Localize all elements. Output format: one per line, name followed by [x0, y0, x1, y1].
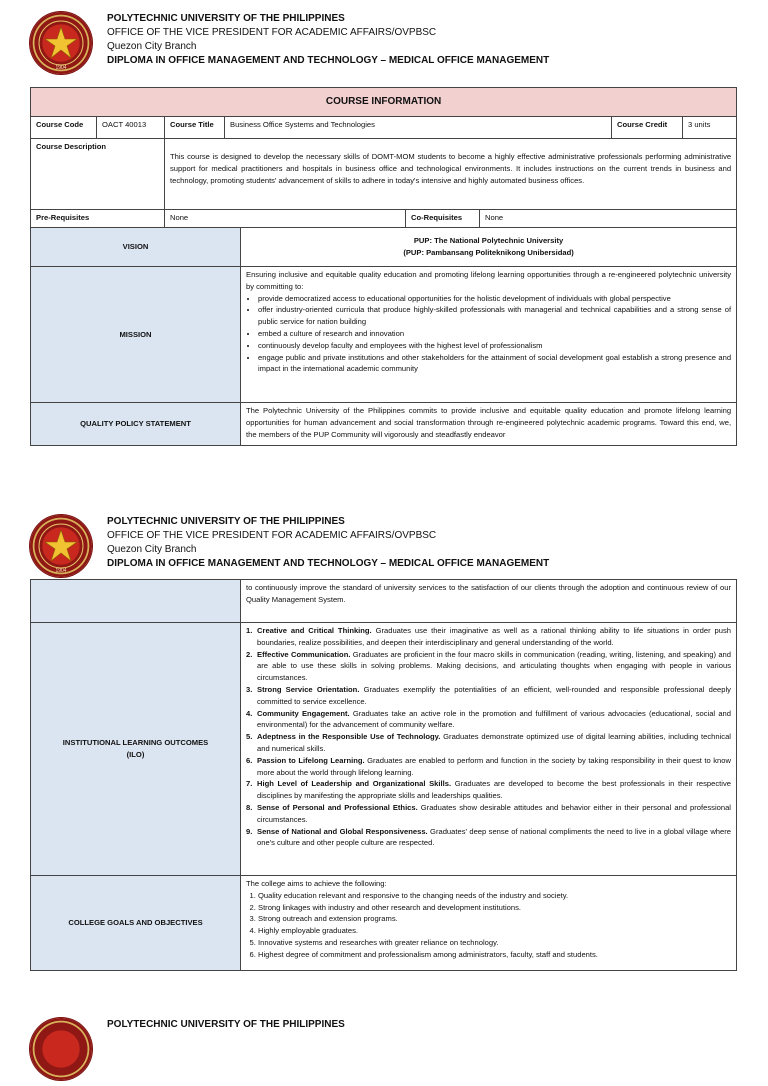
vision-label: VISION [31, 228, 241, 267]
ilo-label-line-2: (ILO) [126, 750, 145, 759]
university-seal-logo [30, 515, 92, 577]
page-header [0, 1014, 768, 1086]
branch-name: Quezon City Branch [107, 41, 197, 52]
ilo-item-body [257, 625, 731, 649]
vision-statement [241, 228, 737, 267]
course-credit-label: Course Credit [612, 117, 683, 139]
ilo-item-title: Community Engagement. [257, 708, 350, 718]
page-header [0, 511, 768, 583]
ilo-item-title: Creative and Critical Thinking. [257, 626, 372, 635]
ilo-item-title: Passion to Lifelong Learning. [257, 755, 365, 765]
ilo-item-body [257, 708, 731, 732]
course-description: This course is designed to develop the necessary skills of DOMT-MOM students to become a highly effective administrative professionals performing administrative support for medical practitioners and hospitals in business office and technological environments. It includes instructions on the current trends in business and technology, promoting students' advancement of skills to adhere in today's intensive and highly automated business offices. [165, 139, 737, 210]
ilo-item-title: Effective Communication. [257, 649, 351, 659]
ilo-item-body [257, 826, 731, 850]
college-goal-item: 2. Strong linkages with industry and other research and development institutions. [258, 902, 731, 914]
ilo-item [246, 731, 731, 755]
ilo-item-text: Graduates exemplify the potentialities of an efficient, well-rounded and responsible professional deeply committed to service excellence. [257, 684, 731, 706]
mission-list [246, 293, 731, 376]
mission-statement [241, 267, 737, 403]
ilo-item-title: High Level of Leadership and Organizational Skills. [257, 779, 452, 789]
course-credit: 3 units [683, 117, 737, 139]
office-name: OFFICE OF THE VICE PRESIDENT FOR ACADEMIC AFFAIRS/OVPBSC [107, 530, 437, 541]
ilo-item-body [257, 778, 731, 802]
course-title: Business Office Systems and Technologies [225, 117, 612, 139]
prerequisites-label: Pre-Requisites [31, 210, 165, 228]
mission-item: • provide democratized access to educational opportunities for the holistic development of individuals with global perspective [258, 293, 731, 305]
ilo-item-body [257, 731, 731, 755]
quality-policy-text: The Polytechnic University of the Philippines commits to provide inclusive and equitable quality education and promote lifelong learning opportunities for human advancement and social transformation through re-engineered polytechnic academic programs. Toward this end, we, the members of the PUP Community will vigorously and steadfastly endeavor [241, 403, 737, 446]
header-text [107, 12, 549, 68]
university-seal-logo [30, 1018, 92, 1080]
vision-line-2: (PUP: Pambansang Politeknikong Unibersidad) [403, 248, 574, 257]
ilo-item-number: 3. [246, 684, 253, 694]
vision-line-1: PUP: The National Polytechnic University [413, 236, 564, 246]
corequisites-label: Co-Requisites [406, 210, 480, 228]
university-name: POLYTECHNIC UNIVERSITY OF THE PHILIPPINES [107, 1019, 345, 1030]
university-name: POLYTECHNIC UNIVERSITY OF THE PHILIPPINES [107, 13, 345, 24]
ilo-item-number: 2. [246, 649, 253, 659]
outcomes-table [30, 579, 737, 971]
svg-text:1904: 1904 [55, 568, 67, 574]
university-seal-logo [30, 12, 92, 74]
ilo-item-number: 5. [246, 732, 253, 742]
ilo-list [241, 623, 737, 876]
ilo-item-title: Sense of National and Global Responsiveness. [257, 826, 428, 836]
ilo-item [246, 649, 731, 684]
ilo-item-body [257, 649, 731, 684]
course-description-label: Course Description [31, 139, 165, 210]
college-goals-label: COLLEGE GOALS AND OBJECTIVES [31, 876, 241, 971]
program-name: DIPLOMA IN OFFICE MANAGEMENT AND TECHNOLOGY – MEDICAL OFFICE MANAGEMENT [107, 558, 550, 569]
course-title-label: Course Title [165, 117, 225, 139]
ilo-item-number: 9. [246, 826, 253, 836]
office-name: OFFICE OF THE VICE PRESIDENT FOR ACADEMIC AFFAIRS/OVPBSC [107, 27, 437, 38]
ilo-item [246, 826, 731, 850]
quality-policy-continued-text: to continuously improve the standard of university services to the satisfaction of our clients through the adoption and continuous review of our Quality Management System. [241, 580, 737, 623]
mission-intro: Ensuring inclusive and equitable quality education and promoting lifelong learning opportunities through a re-engineered polytechnic university by committing to: [246, 270, 732, 291]
course-information-heading: COURSE INFORMATION [31, 88, 737, 117]
ilo-item-text: Graduates show desirable attitudes and behavior either in their personal and professional circumstances. [257, 802, 731, 824]
page-header [0, 8, 768, 80]
ilo-item [246, 684, 731, 708]
ilo-item-number: 7. [246, 779, 253, 789]
college-goals-list [246, 890, 731, 961]
course-info-table [30, 87, 737, 446]
university-name: POLYTECHNIC UNIVERSITY OF THE PHILIPPINES [107, 516, 345, 527]
ilo-item-number: 1. [246, 626, 253, 635]
college-goal-item: 3. Strong outreach and extension programs. [258, 913, 731, 925]
mission-label: MISSION [31, 267, 241, 403]
ilo-item-text: Graduates take an active role in the promotion and fulfillment of various advocacies (educational, social and environmental) for the advancement of community welfare. [257, 708, 731, 730]
college-goals-intro: The college aims to achieve the following: [246, 879, 387, 888]
ilo-item-text: Graduates use their imaginative as well as a rational thinking ability to life situations in order push boundaries, realize possibilities, and deepen their interdisciplinary and general understanding of the world. [257, 626, 731, 647]
prerequisites-value: None [165, 210, 406, 228]
mission-item: • engage public and private institutions and other stakeholders for the attainment of social development goal establish a strong presence and impact in the international academic community [258, 352, 731, 376]
ilo-items [246, 625, 731, 849]
ilo-item [246, 708, 731, 732]
ilo-item-body [257, 755, 731, 779]
ilo-item-title: Adeptness in the Responsible Use of Technology. [257, 732, 441, 742]
ilo-item-text: Graduates are proficient in the four macro skills in communication (reading, writing, listening, and speaking) and are able to use these skills in solving problems. Making decisions, and articulating thoughts when engaging with people in various circumstances. [257, 649, 731, 683]
quality-policy-label: QUALITY POLICY STATEMENT [31, 403, 241, 446]
quality-policy-continued-label [31, 580, 241, 623]
svg-text:1904: 1904 [55, 65, 67, 71]
ilo-item-text: Graduates are enabled to perform and function in the society by taking responsibility in their quest to know more about the world through lifelong learning. [257, 755, 731, 777]
ilo-item-body [257, 802, 731, 826]
mission-item: • offer industry-oriented curricula that produce highly-skilled professionals with managerial and technical capabilities and a strong sense of public service for nation building [258, 304, 731, 328]
mission-item: • continuously develop faculty and employees with the highest level of professionalism [258, 340, 731, 352]
ilo-item [246, 755, 731, 779]
course-code-label: Course Code [31, 117, 97, 139]
ilo-item [246, 778, 731, 802]
program-name: DIPLOMA IN OFFICE MANAGEMENT AND TECHNOLOGY – MEDICAL OFFICE MANAGEMENT [107, 55, 550, 66]
header-text [107, 515, 549, 571]
ilo-item [246, 802, 731, 826]
ilo-label-line-1: INSTITUTIONAL LEARNING OUTCOMES [62, 738, 209, 748]
college-goal-item: 4. Highly employable graduates. [258, 925, 731, 937]
college-goal-item: 1. Quality education relevant and responsive to the changing needs of the industry and society. [258, 890, 731, 902]
course-code: OACT 40013 [97, 117, 165, 139]
ilo-item-number: 8. [246, 802, 253, 812]
ilo-item [246, 625, 731, 649]
ilo-item-text: Graduates' deep sense of national compliments the need to live in a global village where one's culture and other people culture are respected. [257, 826, 732, 848]
college-goal-item: 6. Highest degree of commitment and professionalism among administrators, faculty, staff and students. [258, 949, 731, 961]
college-goal-item: 5. Innovative systems and researches with greater reliance on technology. [258, 937, 731, 949]
ilo-item-title: Sense of Personal and Professional Ethics. [257, 802, 418, 812]
college-goals [241, 876, 737, 971]
ilo-item-text: Graduates demonstrate optimized use of digital learning abilities, including technical and numerical skills. [257, 732, 731, 753]
ilo-item-title: Strong Service Orientation. [257, 684, 360, 694]
mission-item: • embed a culture of research and innovation [258, 328, 731, 340]
header-text [107, 1018, 345, 1032]
branch-name: Quezon City Branch [107, 544, 197, 555]
ilo-label [31, 623, 241, 876]
ilo-item-number: 4. [246, 708, 253, 718]
ilo-item-text: Graduates are developed to become the best professionals in their respective disciplines by manifesting the appropriate skills and leaderships qualities. [257, 779, 731, 801]
ilo-item-number: 6. [246, 755, 253, 765]
corequisites-value: None [480, 210, 737, 228]
ilo-item-body [257, 684, 731, 708]
